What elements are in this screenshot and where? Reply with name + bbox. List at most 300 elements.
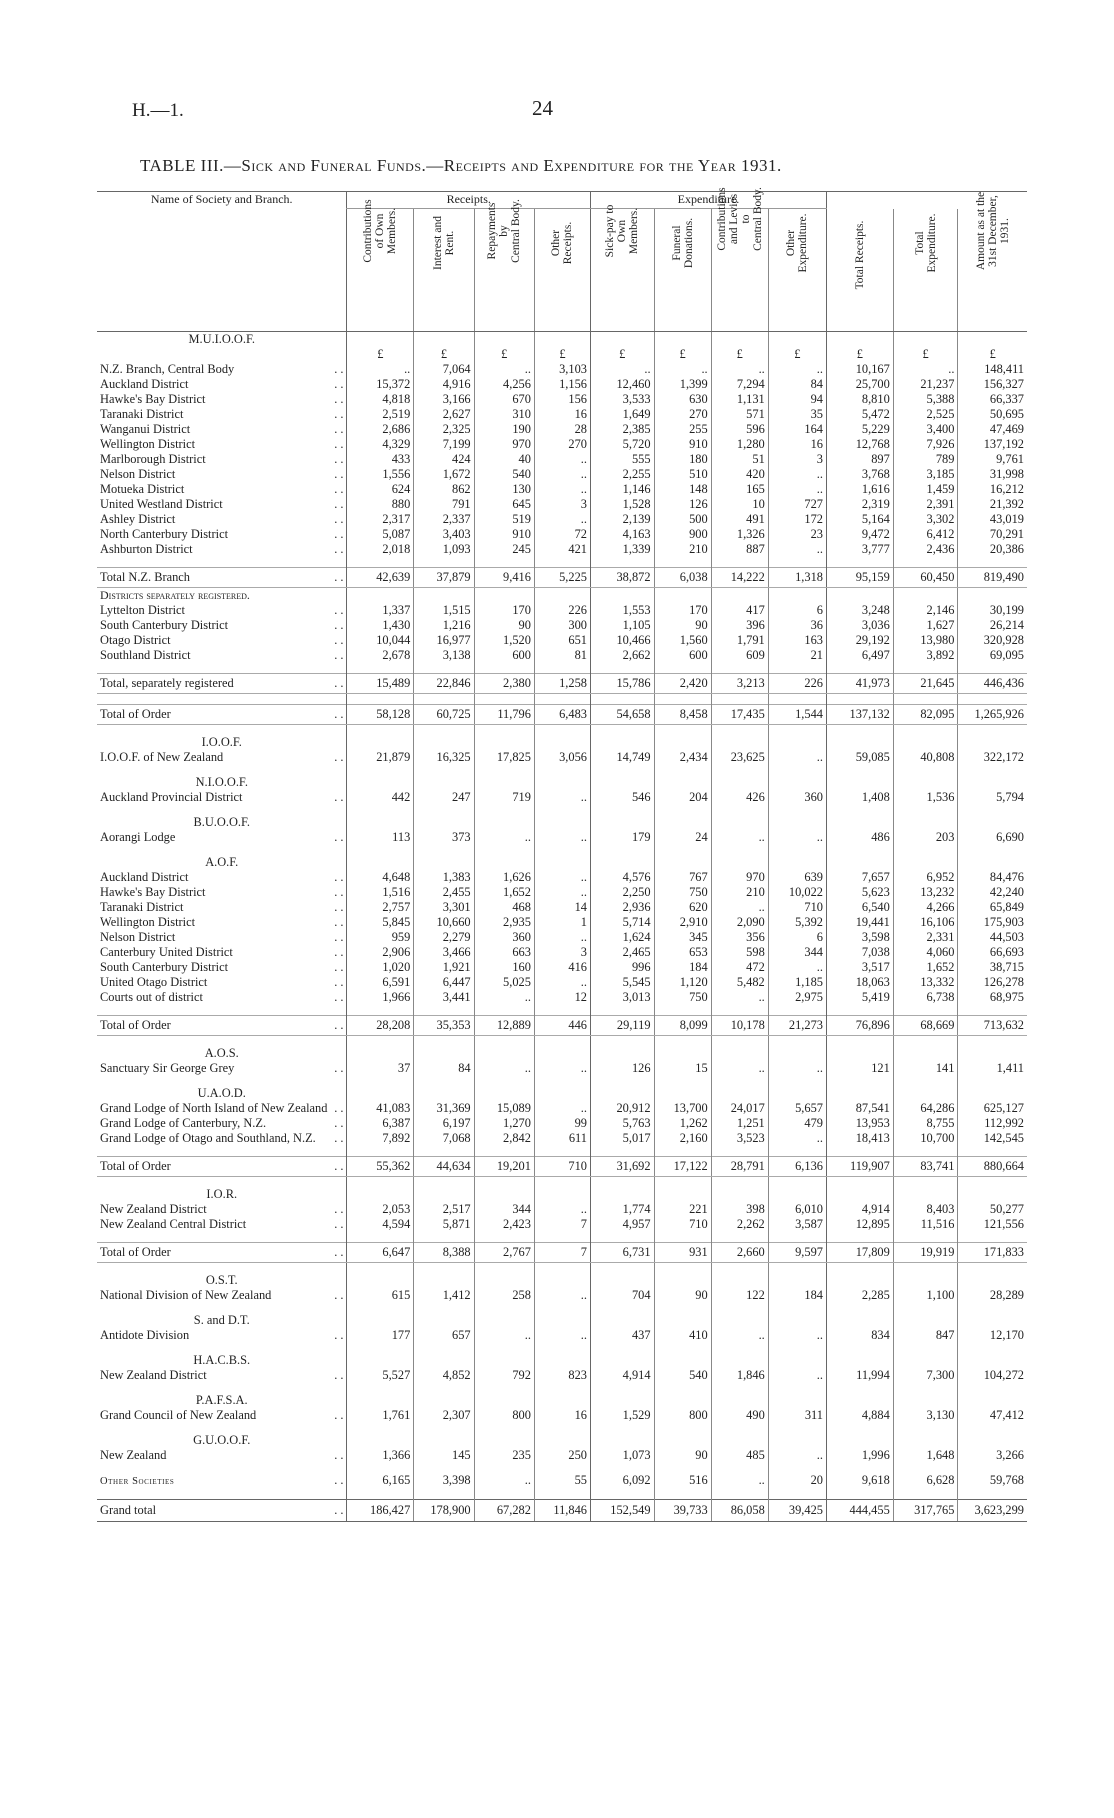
empty-cell (711, 815, 768, 830)
value-cell: 1,761 (347, 1408, 414, 1423)
value-cell: 2,465 (590, 945, 654, 960)
spacer-cell (414, 557, 474, 568)
section-header: Districts separately registered. (100, 588, 250, 602)
empty-cell (893, 1273, 958, 1288)
value-cell: 6,165 (347, 1473, 414, 1489)
value-cell: 90 (654, 1448, 711, 1463)
empty-cell (768, 1433, 826, 1448)
value-cell: 6,738 (893, 990, 958, 1005)
spacer-cell (711, 805, 768, 815)
value-cell: 426 (711, 790, 768, 805)
value-cell: 486 (826, 830, 893, 845)
section-header: O.S.T. (205, 1273, 238, 1287)
value-cell: 6,952 (893, 870, 958, 885)
empty-cell (590, 588, 654, 604)
value-cell: 446,436 (958, 674, 1027, 694)
empty-cell (711, 855, 768, 870)
value-cell: 39,733 (654, 1500, 711, 1522)
value-cell: 3,768 (826, 467, 893, 482)
empty-cell (534, 855, 590, 870)
value-cell: 2,331 (893, 930, 958, 945)
value-cell: .. (474, 990, 534, 1005)
value-cell: 121 (826, 1061, 893, 1076)
value-cell: 887 (711, 542, 768, 557)
value-cell: 6,010 (768, 1202, 826, 1217)
spacer-cell (654, 1263, 711, 1274)
value-cell: 1,156 (534, 377, 590, 392)
value-cell: .. (768, 1368, 826, 1383)
spacer-cell (826, 765, 893, 775)
value-cell: 59,768 (958, 1473, 1027, 1489)
spacer-cell (414, 1263, 474, 1274)
value-cell: 1,399 (654, 377, 711, 392)
value-cell: 9,472 (826, 527, 893, 542)
value-cell: £ (958, 347, 1027, 362)
value-cell: 184 (654, 960, 711, 975)
spacer-cell (97, 1383, 347, 1393)
empty-cell (711, 1393, 768, 1408)
row-label (97, 885, 347, 900)
value-cell: 1,556 (347, 467, 414, 482)
spacer-cell (347, 1005, 414, 1016)
value-cell: .. (711, 1328, 768, 1343)
empty-cell (534, 1393, 590, 1408)
value-cell: 670 (474, 392, 534, 407)
row-label (97, 1217, 347, 1232)
value-cell: 30,199 (958, 603, 1027, 618)
value-cell: 1,627 (893, 618, 958, 633)
value-cell: .. (768, 960, 826, 975)
total-row (97, 705, 1027, 725)
value-cell: 1,528 (590, 497, 654, 512)
value-cell: 1,216 (414, 618, 474, 633)
value-cell: 322,172 (958, 750, 1027, 765)
title-year: 1931. (736, 156, 782, 175)
empty-cell (590, 1046, 654, 1061)
section-header: B.U.O.O.F. (193, 815, 250, 829)
column-header (414, 209, 474, 332)
empty-cell (893, 1433, 958, 1448)
value-cell: 1,560 (654, 633, 711, 648)
value-cell: .. (768, 1061, 826, 1076)
value-cell: 5,472 (826, 407, 893, 422)
value-cell: 2,757 (347, 900, 414, 915)
value-cell: 163 (768, 633, 826, 648)
value-cell: 10,044 (347, 633, 414, 648)
value-cell: .. (711, 362, 768, 377)
empty-cell (590, 1353, 654, 1368)
row-label (97, 1243, 347, 1263)
value-cell: 4,852 (414, 1368, 474, 1383)
value-cell: 204 (654, 790, 711, 805)
row-label-text: Other Societies (100, 1476, 175, 1487)
value-cell: 2,936 (590, 900, 654, 915)
spacer-cell (590, 1423, 654, 1433)
value-cell: 3,623,299 (958, 1500, 1027, 1522)
table-row (97, 1288, 1027, 1303)
column-header (826, 209, 893, 332)
spacer-cell (590, 1177, 654, 1188)
value-cell: 17,122 (654, 1157, 711, 1177)
empty-cell (474, 855, 534, 870)
value-cell: 81 (534, 648, 590, 663)
value-cell: 83,741 (893, 1157, 958, 1177)
value-cell: 424 (414, 452, 474, 467)
spacer-cell (97, 765, 347, 775)
value-cell: 21,273 (768, 1016, 826, 1036)
value-cell: 42,240 (958, 885, 1027, 900)
value-cell: 180 (654, 452, 711, 467)
empty-cell (347, 588, 414, 604)
row-label (97, 512, 347, 527)
section-header-row (97, 588, 1027, 604)
value-cell: 40,808 (893, 750, 958, 765)
table-row (97, 467, 1027, 482)
value-cell: .. (534, 930, 590, 945)
table-row (97, 452, 1027, 467)
spacer-cell (958, 1232, 1027, 1243)
spacer-cell (654, 694, 711, 705)
table-row (97, 1202, 1027, 1217)
spacer-cell (654, 1489, 711, 1500)
value-cell: 1,921 (414, 960, 474, 975)
value-cell: 3,248 (826, 603, 893, 618)
spacer-cell (768, 1232, 826, 1243)
empty-cell (534, 1433, 590, 1448)
spacer-cell (590, 1146, 654, 1157)
value-cell: 24,017 (711, 1101, 768, 1116)
empty-cell (958, 332, 1027, 348)
value-cell: 66,693 (958, 945, 1027, 960)
spacer-row (97, 1005, 1027, 1016)
empty-cell (958, 1313, 1027, 1328)
value-cell: 4,884 (826, 1408, 893, 1423)
empty-cell (711, 1433, 768, 1448)
empty-cell (654, 1433, 711, 1448)
table-header (97, 187, 1027, 332)
value-cell: 2,279 (414, 930, 474, 945)
value-cell: 19,201 (474, 1157, 534, 1177)
table-row (97, 1217, 1027, 1232)
value-cell: 17,809 (826, 1243, 893, 1263)
title-prefix: TABLE III.— (140, 156, 242, 175)
row-label (97, 1500, 347, 1522)
leader-dots: . . (334, 1131, 344, 1145)
row-label-text: Lyttelton District (100, 603, 186, 617)
value-cell: 1,996 (826, 1448, 893, 1463)
empty-cell (826, 735, 893, 750)
value-cell: 6,038 (654, 568, 711, 588)
spacer-cell (590, 1383, 654, 1393)
spacer-cell (534, 1463, 590, 1473)
empty-cell (768, 1393, 826, 1408)
value-cell: 12,889 (474, 1016, 534, 1036)
value-cell: .. (534, 1061, 590, 1076)
value-cell: 345 (654, 930, 711, 945)
value-cell: 122 (711, 1288, 768, 1303)
value-cell: 84,476 (958, 870, 1027, 885)
spacer-cell (534, 1423, 590, 1433)
value-cell: 5,388 (893, 392, 958, 407)
value-cell: 7,892 (347, 1131, 414, 1146)
value-cell: 2,519 (347, 407, 414, 422)
spacer-cell (97, 845, 347, 855)
value-cell: 1,515 (414, 603, 474, 618)
spacer-cell (711, 663, 768, 674)
spacer-cell (347, 725, 414, 736)
spacer-cell (893, 1076, 958, 1086)
value-cell: 1,265,926 (958, 705, 1027, 725)
column-header-label: Total Expenditure. (913, 213, 938, 273)
leader-dots: . . (334, 750, 344, 764)
spacer-cell (414, 1463, 474, 1473)
value-cell: 630 (654, 392, 711, 407)
row-label-text: Southland District (100, 648, 191, 662)
spacer-cell (97, 1005, 347, 1016)
empty-cell (893, 815, 958, 830)
value-cell: 130 (474, 482, 534, 497)
spacer-cell (97, 694, 347, 705)
row-label-text: Marlborough District (100, 452, 206, 466)
value-cell: 1,536 (893, 790, 958, 805)
row-label-text: Total, separately registered (100, 676, 234, 690)
empty-cell (474, 1086, 534, 1101)
value-cell: £ (347, 347, 414, 362)
value-cell: .. (534, 482, 590, 497)
value-cell: 90 (474, 618, 534, 633)
value-cell: 2,053 (347, 1202, 414, 1217)
value-cell: 16 (534, 407, 590, 422)
spacer-cell (711, 1423, 768, 1433)
empty-cell (414, 588, 474, 604)
section-header-row (97, 1393, 1027, 1408)
empty-cell (893, 332, 958, 348)
spacer-cell (414, 1146, 474, 1157)
spacer-cell (534, 663, 590, 674)
value-cell: 23,625 (711, 750, 768, 765)
spacer-cell (590, 1303, 654, 1313)
spacer-cell (826, 725, 893, 736)
spacer-cell (711, 1005, 768, 1016)
empty-cell (534, 1086, 590, 1101)
value-cell: 165 (711, 482, 768, 497)
value-cell: 3,892 (893, 648, 958, 663)
spacer-cell (590, 725, 654, 736)
value-cell: 1,262 (654, 1116, 711, 1131)
value-cell: 28 (534, 422, 590, 437)
spacer-cell (654, 1423, 711, 1433)
value-cell: 540 (654, 1368, 711, 1383)
value-cell: 2,325 (414, 422, 474, 437)
empty-cell (958, 1273, 1027, 1288)
empty-cell (826, 855, 893, 870)
row-label (97, 527, 347, 542)
value-cell: .. (768, 1328, 826, 1343)
value-cell: 55,362 (347, 1157, 414, 1177)
table-row (97, 648, 1027, 663)
value-cell: 258 (474, 1288, 534, 1303)
empty-cell (534, 1046, 590, 1061)
value-cell: 210 (654, 542, 711, 557)
value-cell: 190 (474, 422, 534, 437)
value-cell: 6,690 (958, 830, 1027, 845)
spacer-cell (893, 805, 958, 815)
leader-dots: . . (334, 542, 344, 556)
empty-cell (347, 1353, 414, 1368)
spacer-cell (958, 1303, 1027, 1313)
section-header: H.A.C.B.S. (193, 1353, 251, 1367)
empty-cell (826, 1313, 893, 1328)
empty-cell (414, 1046, 474, 1061)
value-cell: 2,319 (826, 497, 893, 512)
spacer-cell (711, 845, 768, 855)
value-cell: 663 (474, 945, 534, 960)
value-cell: 800 (654, 1408, 711, 1423)
spacer-cell (893, 1232, 958, 1243)
table-body (97, 332, 1027, 1522)
value-cell: 910 (654, 437, 711, 452)
leader-dots: . . (334, 407, 344, 421)
value-cell: 5,087 (347, 527, 414, 542)
value-cell: .. (474, 830, 534, 845)
spacer-cell (958, 1383, 1027, 1393)
row-label-text: Ashburton District (100, 542, 193, 556)
value-cell: 931 (654, 1243, 711, 1263)
value-cell: 3 (534, 497, 590, 512)
value-cell: 94 (768, 392, 826, 407)
spacer-row (97, 1343, 1027, 1353)
empty-cell (654, 735, 711, 750)
value-cell: 13,700 (654, 1101, 711, 1116)
value-cell: 1,251 (711, 1116, 768, 1131)
leader-dots: . . (334, 960, 344, 974)
empty-cell (711, 1313, 768, 1328)
value-cell: 5,527 (347, 1368, 414, 1383)
spacer-cell (474, 1343, 534, 1353)
value-cell: 28,289 (958, 1288, 1027, 1303)
value-cell: 719 (474, 790, 534, 805)
value-cell: 126 (654, 497, 711, 512)
row-label-text: N.Z. Branch, Central Body (100, 362, 235, 376)
value-cell: 12 (534, 990, 590, 1005)
empty-cell (347, 332, 414, 348)
value-cell: 90 (654, 1288, 711, 1303)
spacer-cell (474, 845, 534, 855)
spacer-cell (534, 1232, 590, 1243)
value-cell: 639 (768, 870, 826, 885)
column-header (534, 209, 590, 332)
empty-cell (534, 735, 590, 750)
spacer-cell (474, 557, 534, 568)
spacer-cell (711, 1263, 768, 1274)
empty-cell (414, 1433, 474, 1448)
value-cell: 5,871 (414, 1217, 474, 1232)
spacer-cell (414, 1076, 474, 1086)
spacer-cell (893, 1303, 958, 1313)
value-cell: 2,391 (893, 497, 958, 512)
value-cell: 2,250 (590, 885, 654, 900)
value-cell: 1,146 (590, 482, 654, 497)
spacer-cell (826, 845, 893, 855)
spacer-row (97, 557, 1027, 568)
row-label-text: Wanganui District (100, 422, 191, 436)
column-header-label: Interest and Rent. (431, 216, 456, 270)
empty-cell (590, 735, 654, 750)
value-cell: 2,380 (474, 674, 534, 694)
value-cell: 31,692 (590, 1157, 654, 1177)
value-cell: 3,587 (768, 1217, 826, 1232)
value-cell: 14 (534, 900, 590, 915)
value-cell: £ (893, 347, 958, 362)
empty-cell (768, 855, 826, 870)
value-cell: 60,725 (414, 705, 474, 725)
spacer-cell (893, 845, 958, 855)
table-row (97, 1061, 1027, 1076)
value-cell: 4,914 (826, 1202, 893, 1217)
row-label-text: Nelson District (100, 930, 176, 944)
value-cell: 226 (534, 603, 590, 618)
table-row (97, 633, 1027, 648)
spacer-cell (97, 1232, 347, 1243)
value-cell: 86,058 (711, 1500, 768, 1522)
spacer-row (97, 725, 1027, 736)
spacer-cell (414, 725, 474, 736)
value-cell: 472 (711, 960, 768, 975)
value-cell: 44,503 (958, 930, 1027, 945)
value-cell: 5,225 (534, 568, 590, 588)
value-cell: 500 (654, 512, 711, 527)
spacer-cell (414, 1343, 474, 1353)
spacer-cell (768, 1343, 826, 1353)
spacer-cell (893, 1489, 958, 1500)
page-number: 24 (532, 96, 553, 120)
row-label (97, 1131, 347, 1146)
table-row (97, 1101, 1027, 1116)
value-cell: 1,326 (711, 527, 768, 542)
value-cell: 1,258 (534, 674, 590, 694)
value-cell: 600 (654, 648, 711, 663)
other-societies-row (97, 1473, 1027, 1489)
value-cell: 137,192 (958, 437, 1027, 452)
spacer-cell (958, 1463, 1027, 1473)
empty-cell (414, 1187, 474, 1202)
value-cell: 16,325 (414, 750, 474, 765)
value-cell: 2,139 (590, 512, 654, 527)
value-cell: 245 (474, 542, 534, 557)
column-header-label: Amount as at the 31st December, 1931. (974, 191, 1011, 271)
table-row (97, 915, 1027, 930)
spacer-cell (826, 1423, 893, 1433)
value-cell: 2,910 (654, 915, 711, 930)
value-cell: .. (768, 750, 826, 765)
value-cell: 186,427 (347, 1500, 414, 1522)
spacer-cell (347, 1383, 414, 1393)
spacer-cell (414, 1489, 474, 1500)
row-label-text: Total N.Z. Branch (100, 570, 190, 584)
spacer-cell (534, 1383, 590, 1393)
empty-cell (590, 855, 654, 870)
value-cell: 10,167 (826, 362, 893, 377)
value-cell: 9,618 (826, 1473, 893, 1489)
value-cell: 7,300 (893, 1368, 958, 1383)
value-cell: .. (711, 900, 768, 915)
table-row (97, 482, 1027, 497)
spacer-cell (97, 1263, 347, 1274)
spacer-cell (534, 1303, 590, 1313)
empty-cell (768, 1313, 826, 1328)
empty-cell (958, 1353, 1027, 1368)
value-cell: 1,120 (654, 975, 711, 990)
